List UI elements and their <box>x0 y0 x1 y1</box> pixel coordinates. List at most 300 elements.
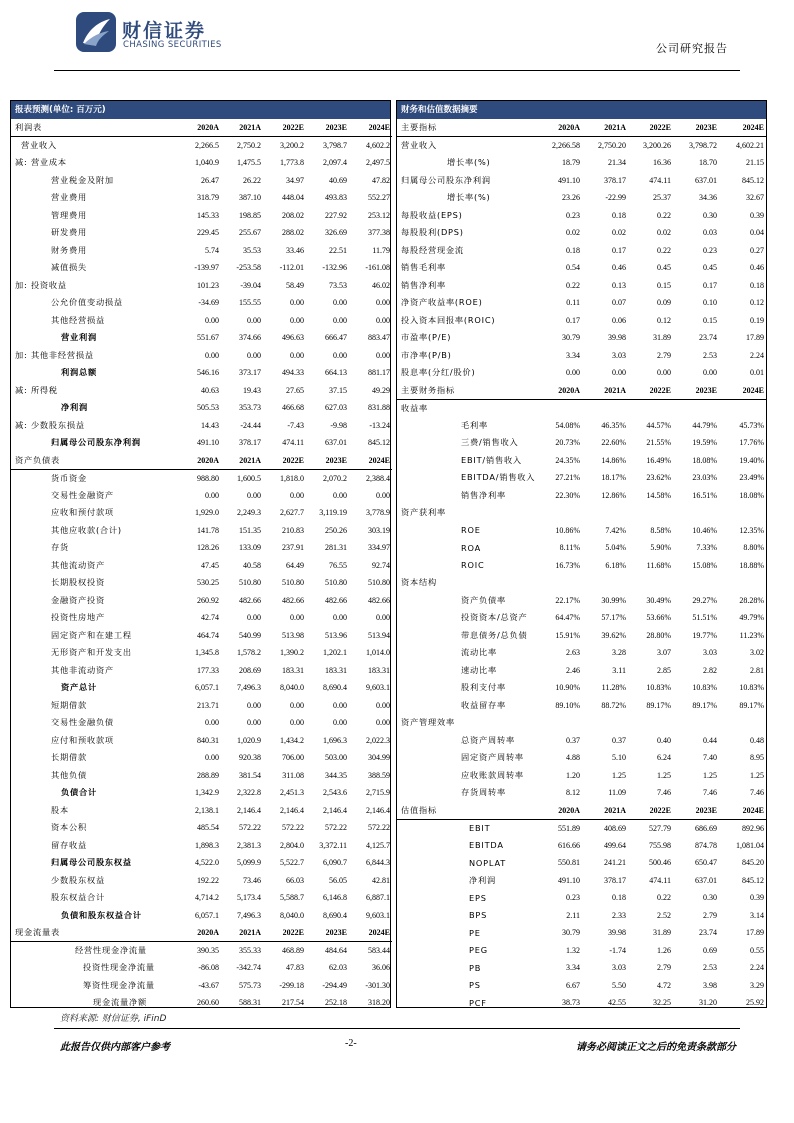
row-label: 主要指标 <box>397 119 538 137</box>
value-cell: 845.12 <box>742 175 764 185</box>
value-cell: 0.46 <box>750 263 764 273</box>
value-cell: 7,496.3 <box>237 683 261 693</box>
value-cell: 5,099.9 <box>237 858 261 868</box>
value-cell: 38.73 <box>562 998 580 1008</box>
value-cell: 183.31 <box>368 665 390 675</box>
row-label: 市净率(P/B) <box>401 349 452 360</box>
value-cell: 145.33 <box>197 210 219 220</box>
row-label: 利润表 <box>11 119 179 137</box>
value-cell: 0.00 <box>205 315 219 325</box>
value-cell: 0.00 <box>333 315 347 325</box>
value-cell: 0.18 <box>612 210 626 220</box>
value-cell: 1,929.0 <box>195 508 219 518</box>
table-row <box>11 207 392 225</box>
value-cell: 40.63 <box>201 385 219 395</box>
row-label: 资产总计 <box>61 682 97 693</box>
value-cell: 14.43 <box>201 420 219 430</box>
value-cell: 318.20 <box>368 998 390 1008</box>
value-cell: -34.69 <box>198 298 219 308</box>
year-header-cell: 2021A <box>582 119 628 137</box>
row-label: 存货周转率 <box>461 787 506 798</box>
table-row <box>397 154 766 172</box>
value-cell: 23.62% <box>646 473 671 483</box>
value-cell: 0.44 <box>703 735 717 745</box>
row-label: 交易性金融资产 <box>51 489 114 500</box>
table-row <box>397 697 766 715</box>
value-cell: 510.80 <box>282 578 304 588</box>
value-cell: 0.00 <box>205 350 219 360</box>
value-cell: 8.80% <box>743 543 764 553</box>
table-row <box>397 364 766 382</box>
value-cell: 3.34 <box>566 963 580 973</box>
value-cell: 513.98 <box>282 630 304 640</box>
value-cell: 16.51% <box>692 490 717 500</box>
value-cell: 311.08 <box>282 770 304 780</box>
row-label: 应付和预收款项 <box>51 734 114 745</box>
value-cell: 616.66 <box>558 840 580 850</box>
value-cell: 2,381.3 <box>237 840 261 850</box>
table-row <box>11 872 392 890</box>
value-cell: 64.49 <box>286 560 304 570</box>
value-cell: 0.00 <box>205 718 219 728</box>
value-cell: -294.49 <box>322 980 347 990</box>
value-cell: 2.24 <box>750 963 764 973</box>
row-label: 速动比率 <box>461 664 497 675</box>
value-cell: 0.48 <box>750 735 764 745</box>
value-cell: 530.25 <box>197 578 219 588</box>
table-row <box>11 137 392 155</box>
value-cell: 588.31 <box>239 998 261 1008</box>
row-label: 利润总额 <box>61 367 97 378</box>
row-label: 资产管理效率 <box>401 717 455 728</box>
row-label: 每股股利(DPS) <box>401 227 464 238</box>
value-cell: 6,887.1 <box>366 893 390 903</box>
value-cell: 7,496.3 <box>237 910 261 920</box>
value-cell <box>628 504 673 522</box>
value-cell: 54.08% <box>555 420 580 430</box>
year-header-cell: 2020A <box>538 802 582 820</box>
value-cell: 0.00 <box>247 490 261 500</box>
value-cell: 4.88 <box>566 753 580 763</box>
value-cell: 8,040.0 <box>280 910 304 920</box>
value-cell: 1,773.8 <box>280 158 304 168</box>
table-row <box>11 172 392 190</box>
value-cell: 874.78 <box>695 840 717 850</box>
forecast-panel <box>10 100 391 1008</box>
value-cell: 0.00 <box>376 350 390 360</box>
value-cell: 31.20 <box>699 998 717 1008</box>
value-cell: 353.73 <box>239 403 261 413</box>
value-cell <box>538 574 582 592</box>
row-label: 营业收入 <box>21 140 57 150</box>
year-header-cell: 2023E <box>673 802 719 820</box>
value-cell: 6,057.1 <box>195 910 219 920</box>
row-label: 资产负债表 <box>11 452 179 470</box>
section-header-row <box>397 382 766 400</box>
year-header-cell: 2020A <box>179 119 221 137</box>
value-cell: 28.80% <box>646 630 671 640</box>
value-cell: 1.25 <box>612 770 626 780</box>
row-label: 研发费用 <box>51 227 87 238</box>
row-label: 资产获利率 <box>401 507 446 518</box>
table-row <box>11 697 392 715</box>
value-cell: 0.00 <box>290 298 304 308</box>
value-cell: 482.66 <box>368 595 390 605</box>
value-cell: 288.89 <box>197 770 219 780</box>
table-row <box>397 329 766 347</box>
value-cell: 8.11% <box>559 543 580 553</box>
row-label: 加: 其他非经营损益 <box>15 349 94 360</box>
value-cell: 19.59% <box>692 438 717 448</box>
table-row <box>11 294 392 312</box>
value-cell: 4,714.2 <box>195 893 219 903</box>
value-cell: 0.39 <box>750 210 764 220</box>
value-cell: 4.72 <box>657 980 671 990</box>
table-row <box>11 627 392 645</box>
row-label: 资本公积 <box>51 822 87 833</box>
value-cell: -161.08 <box>365 263 390 273</box>
value-cell: 0.00 <box>247 350 261 360</box>
table-row <box>397 872 766 890</box>
value-cell: 0.18 <box>750 280 764 290</box>
value-cell: 881.17 <box>368 368 390 378</box>
value-cell: 252.18 <box>325 998 347 1008</box>
row-label: 增长率(%) <box>447 157 491 168</box>
row-label: 三费/销售收入 <box>461 437 519 448</box>
value-cell: 39.62% <box>601 630 626 640</box>
value-cell: 303.19 <box>368 525 390 535</box>
value-cell: 1,081.04 <box>736 840 764 850</box>
table-row <box>397 662 766 680</box>
value-cell: 513.96 <box>325 630 347 640</box>
value-cell: 2,451.3 <box>280 788 304 798</box>
value-cell: -139.97 <box>194 263 219 273</box>
value-cell: 4,522.0 <box>195 858 219 868</box>
table-row <box>11 609 392 627</box>
row-label: 其他负债 <box>51 769 87 780</box>
value-cell: 44.79% <box>692 420 717 430</box>
value-cell: 18.70 <box>699 158 717 168</box>
row-label: 少数股东权益 <box>51 874 105 885</box>
year-header-cell: 2024E <box>719 119 766 137</box>
value-cell: 2,627.7 <box>280 508 304 518</box>
value-cell: 546.16 <box>197 368 219 378</box>
value-cell: 17.76% <box>739 438 764 448</box>
value-cell: 0.45 <box>703 263 717 273</box>
value-cell: 474.11 <box>649 175 671 185</box>
value-cell: 7.46 <box>657 788 671 798</box>
value-cell: 0.22 <box>657 893 671 903</box>
value-cell <box>538 714 582 732</box>
table-row <box>11 732 392 750</box>
table-row <box>11 679 392 697</box>
value-cell: 0.69 <box>703 945 717 955</box>
value-cell: 0.00 <box>290 718 304 728</box>
value-cell: 840.31 <box>197 735 219 745</box>
value-cell <box>719 399 766 417</box>
value-cell: 527.79 <box>649 823 671 833</box>
value-cell: 1,020.9 <box>237 735 261 745</box>
value-cell: 845.12 <box>368 438 390 448</box>
value-cell: 3.29 <box>750 980 764 990</box>
value-cell: 0.00 <box>290 315 304 325</box>
value-cell <box>673 714 719 732</box>
value-cell: 10.86% <box>555 525 580 535</box>
value-cell: 491.10 <box>197 438 219 448</box>
table-row <box>11 819 392 837</box>
value-cell: 23.03% <box>692 473 717 483</box>
row-label: 营业税金及附加 <box>51 174 114 185</box>
section-header-row <box>11 924 392 942</box>
value-cell: 0.00 <box>612 368 626 378</box>
row-label: 减: 营业成本 <box>15 157 67 168</box>
value-cell: 920.38 <box>239 753 261 763</box>
value-cell: 30.79 <box>562 333 580 343</box>
value-cell: 0.13 <box>612 280 626 290</box>
value-cell: 198.85 <box>239 210 261 220</box>
value-cell: 42.55 <box>608 998 626 1008</box>
value-cell: 14.58% <box>646 490 671 500</box>
footer-divider <box>54 1028 740 1029</box>
company-logo <box>76 12 116 52</box>
value-cell <box>582 574 628 592</box>
value-cell: 25.92 <box>746 998 764 1008</box>
table-row <box>397 469 766 487</box>
row-label: 总资产周转率 <box>461 734 515 745</box>
row-label: 金融资产投资 <box>51 594 105 605</box>
value-cell: 250.26 <box>325 525 347 535</box>
row-label: 净利润 <box>61 402 88 413</box>
row-label: 固定资产和在建工程 <box>51 629 132 640</box>
value-cell: 3,119.19 <box>319 508 347 518</box>
value-cell: -301.30 <box>365 980 390 990</box>
row-label: 毛利率 <box>461 419 488 430</box>
value-cell: 510.80 <box>239 578 261 588</box>
value-cell: -1.74 <box>609 945 626 955</box>
value-cell: 0.00 <box>657 368 671 378</box>
row-label: 主要财务指标 <box>397 382 538 400</box>
value-cell: 0.37 <box>566 735 580 745</box>
value-cell: 706.00 <box>282 753 304 763</box>
value-cell: 0.06 <box>612 315 626 325</box>
table-row <box>397 452 766 470</box>
table-row <box>11 504 392 522</box>
value-cell: 499.64 <box>604 840 626 850</box>
table-row <box>11 837 392 855</box>
value-cell: 1,898.3 <box>195 840 219 850</box>
value-cell: 253.12 <box>368 210 390 220</box>
row-label: PEG <box>469 945 488 956</box>
value-cell: 14.86% <box>601 455 626 465</box>
value-cell: -9.98 <box>330 420 347 430</box>
table-row <box>397 627 766 645</box>
row-label: 收益留存率 <box>461 699 506 710</box>
value-cell: -43.67 <box>198 980 219 990</box>
table-row <box>397 714 766 732</box>
value-cell: 0.00 <box>290 490 304 500</box>
table-row <box>397 347 766 365</box>
value-cell: -132.96 <box>322 263 347 273</box>
value-cell: 1,434.2 <box>280 735 304 745</box>
value-cell: 260.60 <box>197 998 219 1008</box>
table-row <box>11 959 392 977</box>
value-cell: 1.20 <box>566 770 580 780</box>
value-cell: 0.00 <box>205 753 219 763</box>
value-cell: 0.54 <box>566 263 580 273</box>
year-header-cell: 2021A <box>582 382 628 400</box>
value-cell: 8,690.4 <box>323 683 347 693</box>
table-row <box>11 242 392 260</box>
value-cell: 387.10 <box>239 193 261 203</box>
value-cell: 22.51 <box>329 245 347 255</box>
table-row <box>397 977 766 995</box>
value-cell: 2,322.8 <box>237 788 261 798</box>
section-header-row <box>397 119 766 137</box>
brand-name-en: CHASING SECURITIES <box>123 40 222 50</box>
value-cell: 51.51% <box>692 613 717 623</box>
value-cell: 378.17 <box>604 175 626 185</box>
table-row <box>11 592 392 610</box>
value-cell: 2,022.3 <box>366 735 390 745</box>
value-cell: 40.69 <box>329 175 347 185</box>
value-cell: 1,390.2 <box>280 648 304 658</box>
value-cell: 18.88% <box>739 560 764 570</box>
value-cell: 373.17 <box>239 368 261 378</box>
table-row <box>11 364 392 382</box>
value-cell: 66.03 <box>286 875 304 885</box>
row-label: 营业费用 <box>51 192 87 203</box>
value-cell: 141.78 <box>197 525 219 535</box>
value-cell: 650.47 <box>695 858 717 868</box>
value-cell: 62.03 <box>329 963 347 973</box>
value-cell: 88.72% <box>601 700 626 710</box>
table-row <box>397 312 766 330</box>
table-row <box>11 802 392 820</box>
value-cell: 485.54 <box>197 823 219 833</box>
table-row <box>397 434 766 452</box>
value-cell: 10.83% <box>646 683 671 693</box>
row-label: EPS <box>469 892 487 903</box>
value-cell: 23.74 <box>699 333 717 343</box>
value-cell: 637.01 <box>695 875 717 885</box>
year-header-cell: 2021A <box>221 119 263 137</box>
value-cell: 11.28% <box>601 683 626 693</box>
value-cell: 0.01 <box>750 368 764 378</box>
row-label: 净资产收益率(ROE) <box>401 297 483 308</box>
value-cell: 0.03 <box>703 228 717 238</box>
value-cell: 73.46 <box>243 875 261 885</box>
value-cell: -7.43 <box>287 420 304 430</box>
value-cell: 76.55 <box>329 560 347 570</box>
value-cell: 5.04% <box>605 543 626 553</box>
value-cell: 6,057.1 <box>195 683 219 693</box>
value-cell: 15.08% <box>692 560 717 570</box>
value-cell: 1,578.2 <box>237 648 261 658</box>
table-row <box>11 329 392 347</box>
value-cell: 0.46 <box>612 263 626 273</box>
value-cell: 388.59 <box>368 770 390 780</box>
source-note: 资料来源: 财信证券, iFinD <box>60 1014 167 1024</box>
value-cell: 11.68% <box>646 560 671 570</box>
value-cell: 378.17 <box>604 875 626 885</box>
value-cell: 496.63 <box>282 333 304 343</box>
table-row <box>397 592 766 610</box>
value-cell: 3.02 <box>750 648 764 658</box>
value-cell: 0.00 <box>290 350 304 360</box>
table-row <box>397 732 766 750</box>
value-cell: 1,600.5 <box>237 473 261 483</box>
row-label: ROA <box>461 542 481 553</box>
value-cell: 22.60% <box>601 438 626 448</box>
value-cell: 845.20 <box>742 858 764 868</box>
value-cell: 31.89 <box>653 333 671 343</box>
row-label: 每股收益(EPS) <box>401 209 463 220</box>
table-row <box>11 977 392 995</box>
value-cell: 32.25 <box>653 998 671 1008</box>
value-cell: 12.35% <box>739 525 764 535</box>
table-row <box>397 889 766 907</box>
value-cell: 16.73% <box>555 560 580 570</box>
table-row <box>397 924 766 942</box>
table-row <box>11 784 392 802</box>
forecast-table <box>11 119 392 1012</box>
value-cell: 2.63 <box>566 648 580 658</box>
value-cell: 0.45 <box>657 263 671 273</box>
page-number: -2- <box>345 1038 357 1049</box>
value-cell: 1.25 <box>657 770 671 780</box>
value-cell: 3,372.11 <box>319 840 347 850</box>
value-cell: 0.22 <box>657 210 671 220</box>
value-cell: 7.46 <box>703 788 717 798</box>
row-label: 带息债务/总负债 <box>461 629 528 640</box>
value-cell: 1,202.1 <box>323 648 347 658</box>
value-cell: 89.10% <box>555 700 580 710</box>
value-cell: 2,070.2 <box>323 473 347 483</box>
row-label: 归属母公司股东净利润 <box>401 174 491 185</box>
value-cell: 2,249.3 <box>237 508 261 518</box>
value-cell: 0.00 <box>376 613 390 623</box>
value-cell: 575.73 <box>239 980 261 990</box>
table-row <box>397 819 766 837</box>
value-cell <box>582 399 628 417</box>
value-cell: 39.98 <box>608 928 626 938</box>
table-row <box>397 907 766 925</box>
year-header-cell: 2024E <box>349 452 392 470</box>
value-cell: 0.12 <box>750 298 764 308</box>
value-cell: 3,798.72 <box>689 141 717 150</box>
value-cell: 0.00 <box>376 718 390 728</box>
value-cell: 15.91% <box>555 630 580 640</box>
value-cell: 493.83 <box>325 193 347 203</box>
row-label: 经营性现金净流量 <box>75 945 147 955</box>
section-header-row <box>11 452 392 470</box>
year-header-cell: 2023E <box>306 924 349 942</box>
value-cell: 2.52 <box>657 910 671 920</box>
summary-panel-title: 财务和估值数据摘要 <box>397 101 766 119</box>
year-header-cell: 2022E <box>628 119 673 137</box>
value-cell: 666.47 <box>325 333 347 343</box>
value-cell: 572.22 <box>368 823 390 833</box>
value-cell: 210.83 <box>282 525 304 535</box>
value-cell: 0.37 <box>612 735 626 745</box>
value-cell: -22.99 <box>605 193 626 203</box>
value-cell: 3.07 <box>657 648 671 658</box>
table-row <box>397 837 766 855</box>
table-row <box>397 259 766 277</box>
value-cell: 466.68 <box>282 403 304 413</box>
value-cell: 37.15 <box>329 385 347 395</box>
row-label: 财务费用 <box>51 244 87 255</box>
